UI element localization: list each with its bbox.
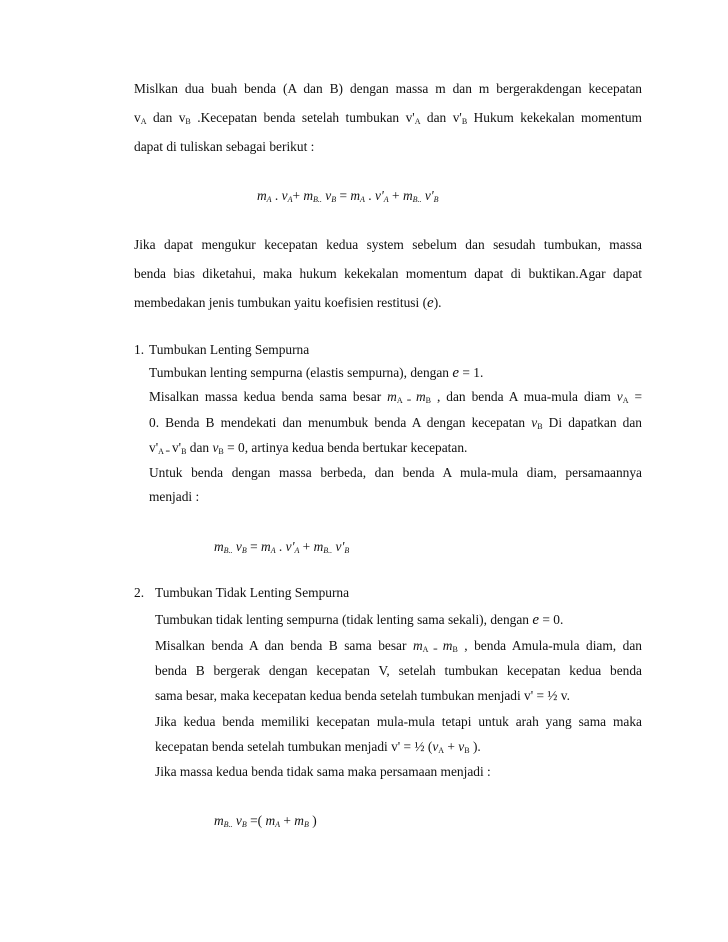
section-2-line-7: Jika massa kedua benda tidak sama maka persamaan menjadi : [155, 764, 491, 779]
intro-line-2: $v_A$ dan $v_B$ .Kecepatan benda setelah tumbukan $v'_A$ dan $v'_B$ Hukum kekekalan momentum [134, 110, 642, 126]
section-2-line-5: Jika kedua benda memiliki kecepatan mula-mula tetapi untuk arah yang sama maka [155, 714, 642, 729]
section-1-line-5: Untuk benda dengan massa berbeda, dan benda A mula-mula diam, persamaannya [149, 465, 642, 480]
section-1-number: 1. [134, 342, 145, 357]
section-1-line-3: 0. Benda B mendekati dan menumbuk benda A dengan kecepatan $v_B$ Di dapatkan dan [149, 415, 642, 431]
section-1-line-4: $v'_{A =}$ $v'_B$ dan $v_B = 0$, artinya kedua benda bertukar kecepatan. [149, 440, 468, 456]
para2-line-1: Jika dapat mengukur kecepatan kedua system sebelum dan sesudah tumbukan, massa [134, 237, 642, 252]
section-2-line-4: sama besar, maka kecepatan kedua benda setelah tumbukan menjadi v' = ½ v. [155, 688, 570, 703]
section-1-title: Tumbukan Lenting Sempurna [149, 342, 310, 357]
intro-line-3: dapat di tuliskan sebagai berikut : [134, 139, 315, 154]
section-2-line-1: Tumbukan tidak lenting sempurna (tidak lenting sama sekali), dengan e = 0. [155, 612, 564, 628]
section-2-line-2: Misalkan benda A dan benda B sama besar $m_{A =}$ $m_B$ , benda Amula-mula diam, dan [155, 638, 642, 654]
section-2-title: Tumbukan Tidak Lenting Sempurna [155, 585, 350, 600]
intro-line-1: Mislkan dua buah benda (A dan B) dengan massa m dan m bergerakdengan kecepatan [134, 81, 642, 96]
para2-line-2: benda bias diketahui, maka hukum kekekalan momentum dapat di buktikan.Agar dapat [134, 266, 642, 281]
para2-line-3: membedakan jenis tumbukan yaitu koefisien restitusi (e). [134, 295, 442, 311]
section-2-line-6: kecepatan benda setelah tumbukan menjadi v' = ½ ($v_A + v_B$ ). [155, 739, 481, 755]
section-1-line-6: menjadi : [149, 489, 200, 504]
equation-momentum: $m_A$ . $v_A+ m_{B..}$ $v_B = m_A$ . $v'_A + m_{B..}$ $v'_B$ [257, 188, 439, 204]
equation-section-2: $m_{B..}$ $v_B$ =( $m_A + m_B$ ) [214, 813, 317, 829]
section-2-line-3: benda B bergerak dengan kecepatan V, setelah tumbukan kecepatan kedua benda [155, 663, 642, 678]
section-2-number: 2. [134, 585, 145, 600]
equation-section-1: $m_{B..}$ $v_B = m_A$ . $v'_A + m_{B..}$ $v'_B$ [214, 539, 350, 555]
section-1-line-1: Tumbukan lenting sempurna (elastis sempurna), dengan e = 1. [149, 365, 484, 381]
section-1-line-2: Misalkan massa kedua benda sama besar $m_{A =}$ $m_B$ , dan benda A mua-mula diam $v_A$ = [149, 389, 643, 405]
